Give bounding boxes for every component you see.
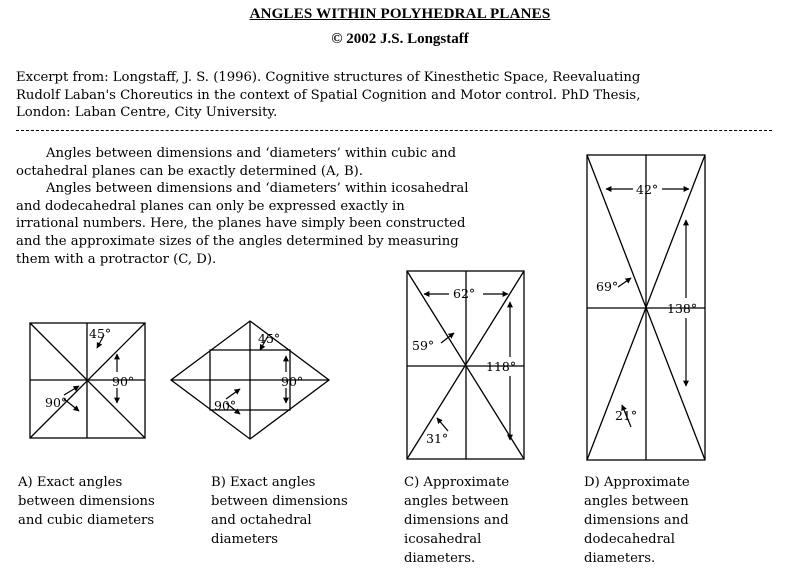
caption-line: C) Approximate: [404, 475, 510, 490]
caption-line: diameters: [211, 532, 279, 547]
figure-b-octahedral-plane: [171, 321, 329, 439]
caption-line: A) Exact angles: [18, 475, 123, 490]
caption-c: [404, 473, 509, 568]
angle-label-45: 45°: [258, 331, 281, 346]
angle-arrow: [441, 333, 454, 343]
angle-label-62: 62°: [453, 286, 476, 301]
angle-label-42: 42°: [636, 182, 659, 197]
caption-line: dimensions and: [404, 513, 509, 528]
caption-a: [18, 473, 155, 530]
intro-line: octahedral planes can be exactly determined (A, B).: [16, 163, 363, 179]
caption-line: and octahedral: [211, 513, 312, 528]
angle-label-90: 90°: [45, 395, 68, 410]
caption-b: [211, 473, 348, 549]
intro-line: Angles between dimensions and ‘diameters’ within cubic and: [46, 146, 457, 161]
intro-line: Angles between dimensions and ‘diameters’ within icosahedral: [46, 181, 469, 197]
page-title: ANGLES WITHIN POLYHEDRAL PLANES: [249, 6, 551, 22]
excerpt-line: Excerpt from: Longstaff, J. S. (1996). Cognitive structures of Kinesthetic Space, Reevaluating: [16, 70, 641, 85]
excerpt-line: London: Laban Centre, City University.: [16, 105, 278, 121]
caption-line: diameters.: [404, 551, 476, 566]
caption-line: between dimensions: [211, 494, 348, 509]
intro-line: and the approximate sizes of the angles determined by measuring: [16, 233, 459, 249]
caption-line: dodecahedral: [584, 532, 675, 547]
angle-label-31: 31°: [426, 431, 449, 446]
angle-label-21: 21°: [615, 408, 638, 423]
caption-line: icosahedral: [404, 532, 482, 547]
angle-label-69: 69°: [596, 279, 619, 294]
caption-d: [584, 473, 690, 568]
angle-label-90: 90°: [281, 374, 304, 389]
intro-line: and dodecahedral planes can only be expressed exactly in: [16, 198, 405, 214]
angle-label-59: 59°: [412, 338, 435, 353]
angle-label-45: 45°: [89, 326, 112, 341]
angle-arrow: [618, 278, 631, 287]
angle-arrow: [437, 418, 448, 431]
caption-line: B) Exact angles: [211, 475, 316, 490]
caption-line: and cubic diameters: [18, 513, 155, 528]
angle-label-90: 90°: [214, 398, 237, 413]
angle-label-138: 138°: [667, 301, 698, 316]
excerpt-line: Rudolf Laban's Choreutics in the context of Spatial Cognition and Motor control. PhD Thesis,: [16, 87, 641, 103]
copyright-line: © 2002 J.S. Longstaff: [331, 31, 469, 47]
angle-label-90: 90°: [112, 374, 135, 389]
intro-line: irrational numbers. Here, the planes have simply been constructed: [16, 216, 466, 232]
caption-line: angles between: [404, 494, 509, 509]
intro-line: them with a protractor (C, D).: [16, 251, 217, 267]
caption-line: between dimensions: [18, 494, 155, 509]
angle-label-118: 118°: [486, 359, 517, 374]
caption-line: dimensions and: [584, 513, 689, 528]
caption-line: diameters.: [584, 551, 656, 566]
caption-line: angles between: [584, 494, 689, 509]
caption-line: D) Approximate: [584, 475, 690, 490]
